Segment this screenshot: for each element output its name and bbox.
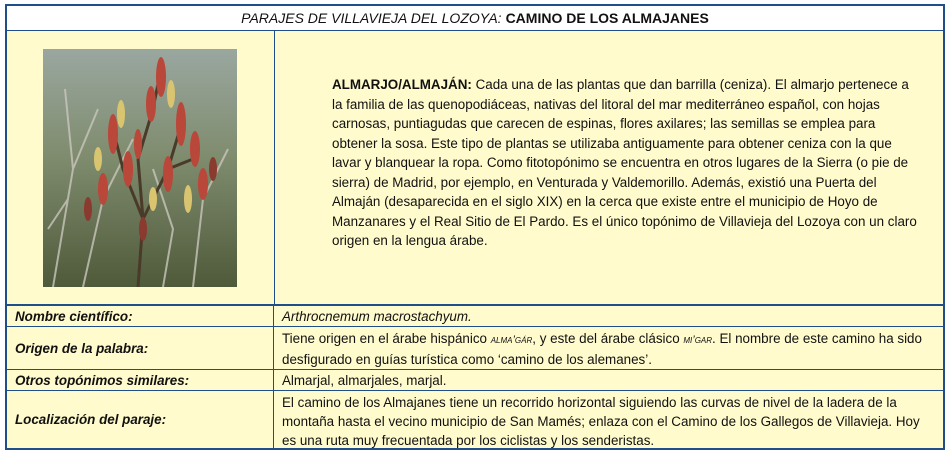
- row-similar-toponyms: [7, 370, 943, 391]
- origin-word-1: alma’gár: [490, 334, 533, 346]
- row-scientific-name: [7, 306, 943, 327]
- similar-toponyms-label: Otros topónimos similares:: [7, 370, 274, 390]
- location-label: Localización del paraje:: [7, 391, 274, 448]
- description-cell: [275, 31, 943, 304]
- scientific-name-value: Arthrocnemum macrostachyum.: [282, 308, 472, 324]
- scientific-name-label: Nombre científico:: [7, 306, 274, 326]
- toponym-card: [5, 4, 945, 450]
- description-text: [332, 75, 922, 251]
- photo-cell: [7, 31, 275, 304]
- feature-row: [7, 31, 943, 306]
- origin-text-2: , y este del árabe clásico: [532, 331, 684, 346]
- word-origin-value: [275, 327, 943, 369]
- title-prefix: PARAJES DE VILLAVIEJA DEL LOZOYA:: [241, 10, 502, 26]
- origin-text-3: . El nombre de este camino ha sido desfigurado en guías turística como ‘camino de los alemanes’.: [282, 331, 922, 367]
- row-word-origin: [7, 327, 943, 370]
- description-body: Cada una de las plantas que dan barrilla (ceniza). El almarjo pertenece a la familia de las quenopodiáceas, nativas del litoral del mar mediterráneo español, con hojas carnosas, puntiagudas que carecen de espinas, flores axilares; las semillas se emplea para obtener la sosa. Este tipo de plantas se utilizaba antiguamente para obtener ceniza con la que lavar y blanquear la ropa. Como fitotopónimo se encuentra en otros lugares de la Sierra (o pie de sierra) de Madrid, por ejemplo, en Venturada y Valdemorillo. Además, existió una Puerta del Almaján (desaparecida en el siglo XIX) en la cerca que existe entre el municipio de Hoyo de Manzanares y el Real Sitio de El Pardo. Es el único topónimo de Villavieja del Lozoya con un claro origen en la lengua árabe.: [332, 77, 917, 248]
- row-location: [7, 391, 943, 448]
- location-value: El camino de los Almajanes tiene un recorrido horizontal siguiendo las curvas de nivel de la ladera de la montaña hasta el vecino municipio de San Mamés; enlaza con el Camino de los Gallegos de Villavieja. Hoy es una ruta muy frecuentada por los ciclistas y los senderistas.: [282, 395, 920, 448]
- title-main: CAMINO DE LOS ALMAJANES: [505, 10, 709, 26]
- word-origin-label: Origen de la palabra:: [7, 327, 274, 369]
- almarjo-plant-photo: [43, 49, 237, 287]
- description-term: ALMARJO/ALMAJÁN:: [332, 77, 472, 92]
- origin-word-2: mi’gar: [683, 334, 713, 346]
- similar-toponyms-value: Almarjal, almarjales, marjal.: [282, 372, 447, 388]
- card-title: [7, 6, 943, 31]
- origin-text-1: Tiene origen en el árabe hispánico: [282, 331, 491, 346]
